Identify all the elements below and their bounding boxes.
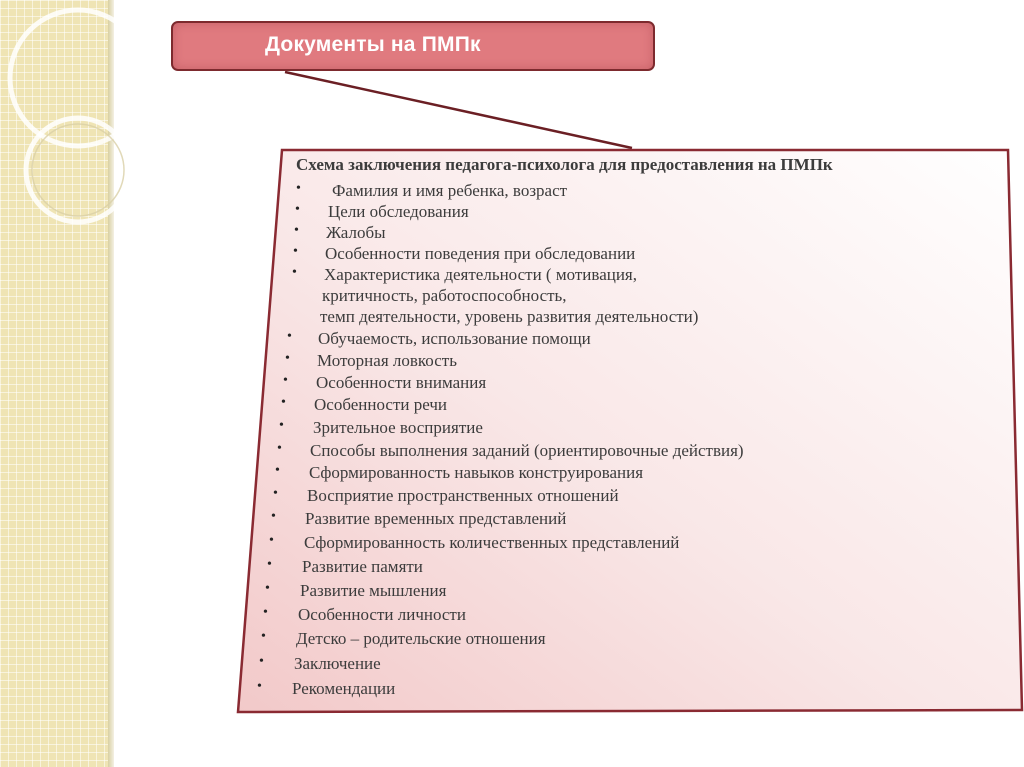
bullet-icon: • [273, 486, 278, 501]
bullet-icon: • [261, 629, 266, 644]
bullet-icon: • [257, 679, 262, 694]
bullet-icon: • [277, 441, 282, 456]
list-item-continuation: критичность, работоспособность, [322, 286, 567, 305]
bullet-icon: • [294, 223, 299, 238]
bullet-icon: • [267, 557, 272, 572]
slide-title: Документы на ПМПк [265, 33, 481, 56]
bullet-icon: • [263, 605, 268, 620]
bullet-icon: • [275, 463, 280, 478]
bullet-icon: • [271, 509, 276, 524]
bullet-icon: • [259, 654, 264, 669]
bullet-icon: • [279, 418, 284, 433]
bullet-icon: • [285, 351, 290, 366]
bullet-icon: • [269, 533, 274, 548]
bullet-icon: • [296, 181, 301, 196]
bullet-icon: • [295, 202, 300, 217]
section-heading: Схема заключения педагога-психолога для предоставления на ПМПк [296, 155, 833, 174]
list-item-continuation: темп деятельности, уровень развития деятельности) [320, 307, 699, 326]
bullet-icon: • [281, 395, 286, 410]
bullet-icon: • [293, 244, 298, 259]
bullet-icon: • [287, 329, 292, 344]
bullet-icon: • [265, 581, 270, 596]
connector-line [285, 72, 632, 148]
title-box [171, 21, 655, 71]
bullet-icon: • [292, 265, 297, 280]
bullet-icon: • [283, 373, 288, 388]
